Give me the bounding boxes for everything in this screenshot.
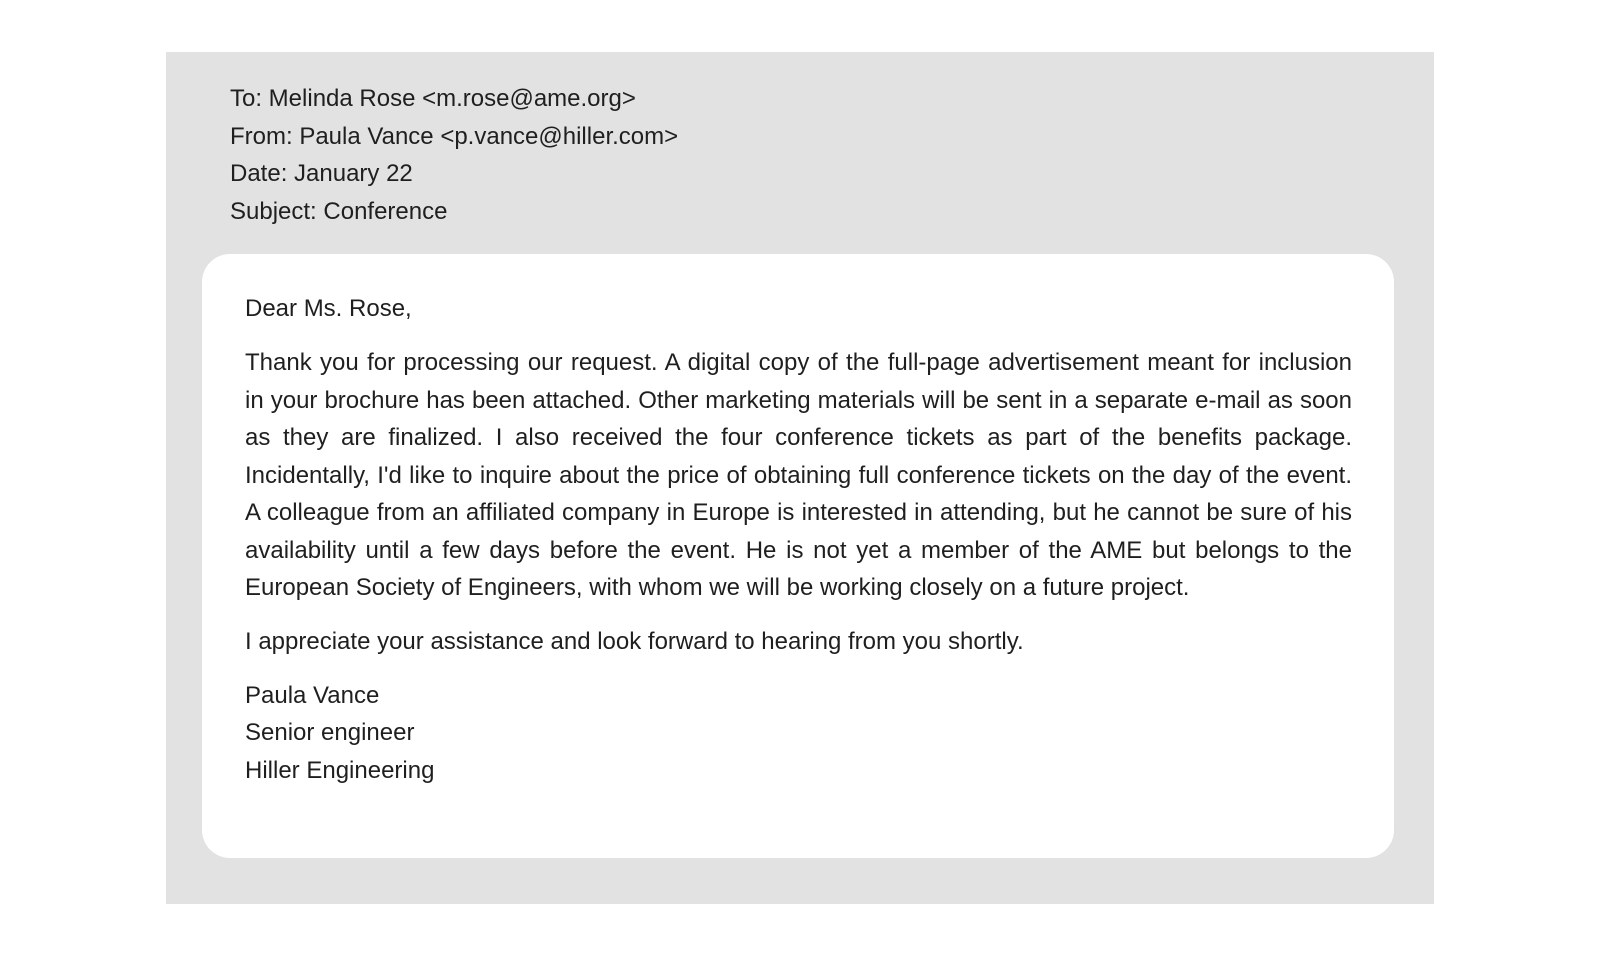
date-line: Date: January 22 <box>230 160 413 187</box>
subject-line: Subject: Conference <box>230 197 448 225</box>
body-paragraph: Thank you for processing our request. A digital copy of the full-page advertisement meant for inclusion in your brochure has been attached. Other marketing materials will be sent in a separate e-mail as soon as they are finalized. I also received the four conference tickets as part of the benefits package. Incidentally, I'd like to inquire about the price of obtaining full conference tickets on the day of the event. A colleague from an affiliated company in Europe is interested in attending, but he cannot be sure of his availability until a few days before the event. He is not yet a member of the AME but belongs to the European Society of Engineers, with whom we will be working closely on a future project. <box>245 349 1352 601</box>
email-body-card <box>202 254 1394 858</box>
signature-title: Senior engineer <box>245 719 415 746</box>
to-line: To: Melinda Rose <m.rose@ame.org> <box>230 85 636 112</box>
signature-block <box>245 677 1352 790</box>
signature-name: Paula Vance <box>245 681 380 709</box>
email-body <box>245 290 1352 789</box>
email-frame <box>166 52 1434 904</box>
closing-line: I appreciate your assistance and look forward to hearing from you shortly. <box>245 627 1024 655</box>
from-line: From: Paula Vance <p.vance@hiller.com> <box>230 122 679 150</box>
email-header <box>230 80 678 230</box>
greeting: Dear Ms. Rose, <box>245 295 412 322</box>
signature-company: Hiller Engineering <box>245 756 435 784</box>
